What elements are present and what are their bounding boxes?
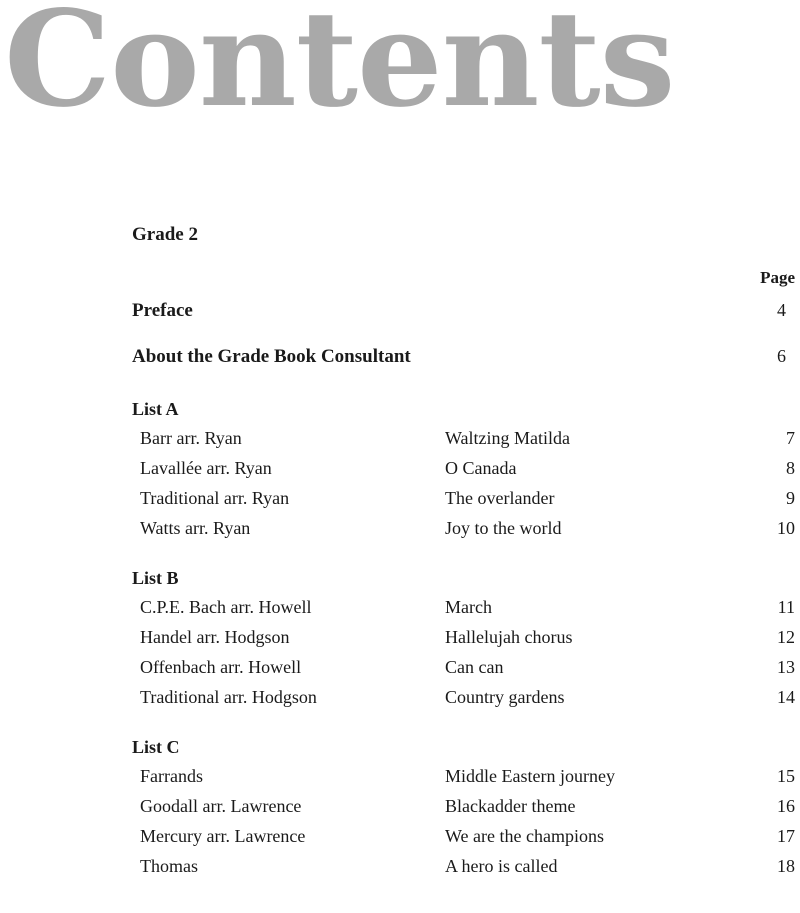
entry-page-number: 9 <box>786 488 795 508</box>
entry-title: O Canada <box>445 458 517 478</box>
front-matter-label: Preface <box>132 300 193 321</box>
entry-title: Hallelujah chorus <box>445 627 573 647</box>
list-item[interactable] <box>132 761 795 791</box>
entry-page-number: 10 <box>777 518 795 538</box>
list-heading-a: List A <box>132 399 179 419</box>
entry-page-number: 14 <box>777 687 795 707</box>
entry-author: Lavallée arr. Ryan <box>140 458 272 478</box>
entry-page-number: 17 <box>777 826 795 846</box>
entry-title: We are the champions <box>445 826 604 846</box>
entry-title: The overlander <box>445 488 555 508</box>
front-matter-page-number: 6 <box>777 346 786 366</box>
entry-page-number: 18 <box>777 856 795 876</box>
entry-author: Goodall arr. Lawrence <box>140 796 302 816</box>
entry-page-number: 8 <box>786 458 795 478</box>
entry-author: C.P.E. Bach arr. Howell <box>140 597 312 617</box>
entry-title: Waltzing Matilda <box>445 428 571 448</box>
entry-author: Handel arr. Hodgson <box>140 627 290 647</box>
front-matter-row-about-consultant[interactable] <box>132 342 795 371</box>
table-of-contents <box>132 222 795 881</box>
front-matter-label: About the Grade Book Consultant <box>132 346 411 367</box>
list-item[interactable] <box>132 423 795 453</box>
entry-author: Traditional arr. Hodgson <box>140 687 317 707</box>
entry-page-number: 15 <box>777 766 795 786</box>
list-item[interactable] <box>132 483 795 513</box>
entry-page-number: 12 <box>777 627 795 647</box>
entry-author: Barr arr. Ryan <box>140 428 242 448</box>
front-matter-row-preface[interactable] <box>132 296 795 325</box>
page-column-header-row <box>132 266 795 290</box>
spacer <box>132 325 795 342</box>
list-item[interactable] <box>132 592 795 622</box>
entry-page-number: 7 <box>786 428 795 448</box>
list-item[interactable] <box>132 682 795 712</box>
entry-page-number: 11 <box>777 597 795 617</box>
entry-title: Country gardens <box>445 687 565 707</box>
list-item[interactable] <box>132 453 795 483</box>
page-title: Contents <box>4 0 675 137</box>
entry-author: Traditional arr. Ryan <box>140 488 290 508</box>
entry-title: Can can <box>445 657 504 677</box>
entry-title: A hero is called <box>445 856 558 876</box>
spacer <box>132 371 795 396</box>
entry-author: Mercury arr. Lawrence <box>140 826 306 846</box>
entry-title: Blackadder theme <box>445 796 576 816</box>
spacer <box>132 248 795 266</box>
entry-title: March <box>445 597 492 617</box>
list-item[interactable] <box>132 513 795 543</box>
list-heading-b: List B <box>132 568 179 588</box>
front-matter-page-number: 4 <box>777 300 786 320</box>
spacer <box>132 712 795 734</box>
entry-title: Joy to the world <box>445 518 562 538</box>
list-item[interactable] <box>132 622 795 652</box>
list-item[interactable] <box>132 791 795 821</box>
list-item[interactable] <box>132 851 795 881</box>
list-item[interactable] <box>132 652 795 682</box>
entry-author: Watts arr. Ryan <box>140 518 251 538</box>
entry-author: Thomas <box>140 856 198 876</box>
list-item[interactable] <box>132 821 795 851</box>
entry-page-number: 13 <box>777 657 795 677</box>
list-heading-c: List C <box>132 737 180 757</box>
spacer <box>132 543 795 565</box>
entry-title: Middle Eastern journey <box>445 766 615 786</box>
entry-author: Offenbach arr. Howell <box>140 657 302 677</box>
entry-author: Farrands <box>140 766 203 786</box>
entry-page-number: 16 <box>777 796 795 816</box>
grade-heading: Grade 2 <box>132 224 198 245</box>
page-column-header: Page <box>760 268 795 287</box>
